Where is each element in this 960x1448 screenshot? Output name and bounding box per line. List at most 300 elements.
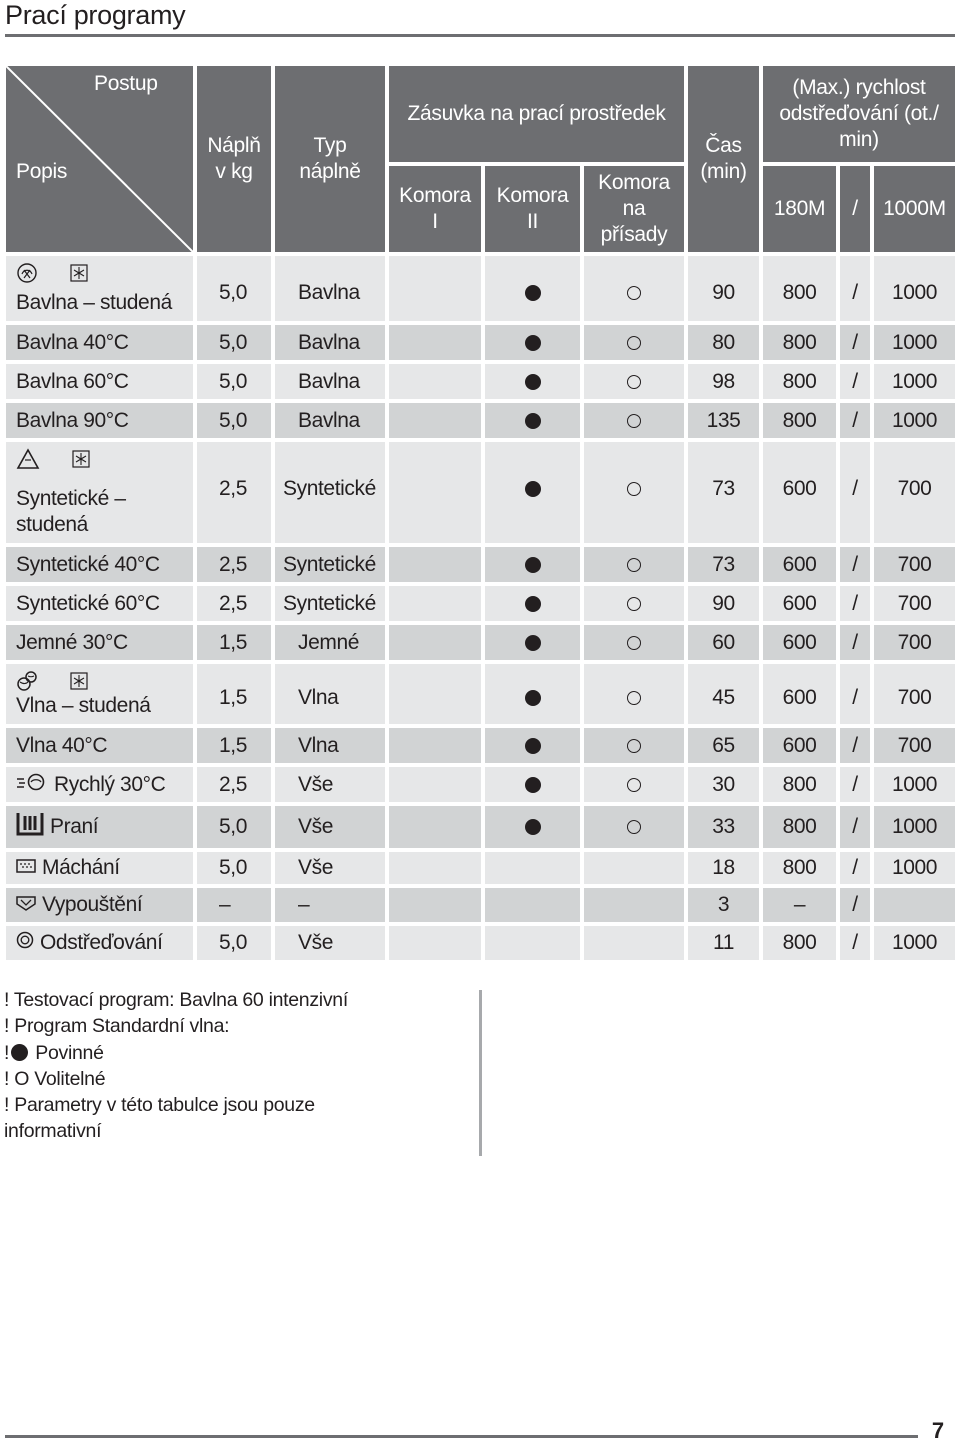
komora-3-cell <box>584 547 684 582</box>
program-name: Bavlna 60°C <box>16 369 129 393</box>
program-name-cell <box>6 664 193 724</box>
program-name: Bavlna 40°C <box>16 330 129 354</box>
speed-180m-cell-value: – <box>793 893 806 916</box>
speed-180m-cell <box>763 926 836 960</box>
speed-180m-cell <box>763 625 836 660</box>
filled-dot-icon <box>525 635 541 651</box>
open-circle-icon <box>627 558 641 572</box>
time-cell <box>688 442 759 543</box>
komora-2-cell <box>485 325 580 360</box>
rinse-icon <box>16 856 36 880</box>
speed-slash-cell <box>840 256 870 321</box>
komora-2-cell <box>485 852 580 884</box>
open-circle-icon <box>627 286 641 300</box>
speed-1000m-cell-value: 1000 <box>891 369 938 393</box>
komora-1-cell <box>389 586 481 621</box>
type-cell <box>275 586 385 621</box>
header-speed <box>763 66 955 162</box>
wash-icon <box>16 811 44 843</box>
header-komora-2-line2: II <box>526 210 539 233</box>
speed-slash-cell <box>840 728 870 763</box>
komora-1-cell <box>389 442 481 543</box>
komora-1-cell <box>389 664 481 724</box>
speed-1000m-cell <box>874 364 955 399</box>
type-cell <box>275 806 385 848</box>
load-cell-value: 5,0 <box>219 280 247 304</box>
program-icons <box>16 448 90 476</box>
komora-3-cell <box>584 325 684 360</box>
time-cell <box>688 547 759 582</box>
speed-180m-cell <box>763 767 836 802</box>
load-cell <box>197 767 271 802</box>
type-cell-value: Syntetické <box>283 591 376 615</box>
type-cell-value: Syntetické <box>283 476 376 500</box>
type-cell <box>275 547 385 582</box>
program-name-cell <box>6 586 193 621</box>
open-circle-icon <box>627 414 641 428</box>
speed-1000m-cell-value: 1000 <box>891 856 938 879</box>
program-name-cell <box>6 767 193 802</box>
open-circle-icon <box>627 820 641 834</box>
speed-180m-cell-value: 800 <box>782 280 817 304</box>
header-komora-1 <box>389 166 481 252</box>
type-cell <box>275 888 385 922</box>
time-cell <box>688 888 759 922</box>
komora-1-cell <box>389 926 481 960</box>
header-komora-1-line2: I <box>432 210 438 233</box>
filled-dot-icon <box>525 819 541 835</box>
komora-2-cell <box>485 926 580 960</box>
time-cell <box>688 806 759 848</box>
komora-3-cell <box>584 806 684 848</box>
program-name-cell <box>6 256 193 321</box>
program-name-cell <box>6 852 193 884</box>
time-cell-value: 18 <box>712 856 735 879</box>
speed-slash-cell-value: / <box>852 686 858 709</box>
note-mandatory-label: Povinné <box>35 1041 104 1064</box>
komora-2-cell <box>485 547 580 582</box>
komora-3-cell <box>584 442 684 543</box>
type-cell-value: Jemné <box>298 630 360 654</box>
speed-180m-cell-value: 800 <box>782 931 817 954</box>
speed-slash-cell <box>840 625 870 660</box>
header-naplne-line1: Náplň <box>207 134 261 157</box>
program-name-line2: studená <box>16 513 88 536</box>
speed-slash-cell <box>840 767 870 802</box>
speed-slash-cell-value: / <box>852 369 858 393</box>
load-cell <box>197 325 271 360</box>
komora-1-cell <box>389 547 481 582</box>
type-cell <box>275 256 385 321</box>
filled-dot-icon <box>525 738 541 754</box>
header-1000m <box>874 166 955 252</box>
time-cell <box>688 364 759 399</box>
program-name: Rychlý 30°C <box>54 772 166 796</box>
load-cell <box>197 625 271 660</box>
header-180m-line1: 180M <box>773 197 826 220</box>
speed-slash-cell <box>840 442 870 543</box>
type-cell-value: Vše <box>298 856 333 879</box>
speed-slash-cell-value: / <box>852 733 858 757</box>
load-cell-value: 5,0 <box>219 931 247 954</box>
speed-1000m-cell <box>874 806 955 848</box>
program-name-cell <box>6 547 193 582</box>
program-name: Vypouštění <box>42 893 143 916</box>
type-cell <box>275 625 385 660</box>
open-circle-icon <box>627 778 641 792</box>
header-popis-label: Popis <box>16 160 68 183</box>
program-name: Odstřeďování <box>40 931 163 954</box>
header-cas <box>688 66 759 252</box>
header-komora-2 <box>485 166 580 252</box>
speed-1000m-cell <box>874 728 955 763</box>
speed-180m-cell <box>763 403 836 438</box>
komora-3-cell <box>584 926 684 960</box>
speed-1000m-cell <box>874 767 955 802</box>
time-cell-value: 65 <box>712 733 735 757</box>
program-name: Syntetické 60°C <box>16 591 160 615</box>
filled-dot-icon <box>525 777 541 793</box>
speed-1000m-cell <box>874 325 955 360</box>
load-cell <box>197 888 271 922</box>
speed-slash-cell <box>840 325 870 360</box>
open-circle-icon <box>627 739 641 753</box>
time-cell <box>688 586 759 621</box>
speed-slash-cell <box>840 664 870 724</box>
speed-slash-cell-value: / <box>852 280 858 304</box>
speed-180m-cell <box>763 364 836 399</box>
time-cell-value: 45 <box>712 686 735 709</box>
speed-slash-cell-value: / <box>852 893 858 916</box>
speed-1000m-cell <box>874 547 955 582</box>
time-cell-value: 90 <box>712 280 735 304</box>
load-cell-value: 2,5 <box>219 591 247 615</box>
filled-dot-icon <box>525 596 541 612</box>
speed-slash-cell <box>840 364 870 399</box>
speed-180m-cell-value: 800 <box>782 408 817 432</box>
time-cell <box>688 664 759 724</box>
type-cell <box>275 728 385 763</box>
time-cell <box>688 767 759 802</box>
program-name-cell <box>6 442 193 543</box>
komora-3-cell <box>584 256 684 321</box>
open-circle-icon <box>627 375 641 389</box>
speed-180m-cell-value: 600 <box>782 686 817 709</box>
program-name: Jemné 30°C <box>16 630 128 654</box>
program-name: Syntetické 40°C <box>16 552 160 576</box>
header-popis-postup <box>6 66 193 252</box>
load-cell <box>197 442 271 543</box>
time-cell-value: 30 <box>712 772 735 796</box>
speed-1000m-cell <box>874 664 955 724</box>
speed-180m-cell-value: 800 <box>782 330 817 354</box>
time-cell <box>688 325 759 360</box>
komora-3-cell <box>584 888 684 922</box>
speed-1000m-cell <box>874 586 955 621</box>
type-cell-value: Vlna <box>298 733 339 757</box>
load-cell-value: 5,0 <box>219 330 247 354</box>
speed-slash-cell-value: / <box>852 476 858 500</box>
komora-3-cell <box>584 364 684 399</box>
type-cell <box>275 767 385 802</box>
type-cell-value: Bavlna <box>298 369 360 393</box>
filled-dot-icon <box>525 557 541 573</box>
speed-180m-cell <box>763 728 836 763</box>
speed-slash-cell <box>840 547 870 582</box>
speed-1000m-cell-value: 700 <box>897 552 932 576</box>
time-cell <box>688 728 759 763</box>
footer-rule <box>5 1435 955 1438</box>
speed-180m-cell-value: 600 <box>782 630 817 654</box>
load-cell <box>197 547 271 582</box>
komora-1-cell <box>389 256 481 321</box>
type-cell-value: Vlna <box>298 686 339 709</box>
notes-divider <box>479 990 482 1156</box>
komora-3-cell <box>584 767 684 802</box>
header-komora-3-line3: přísady <box>600 223 668 246</box>
komora-3-cell <box>584 728 684 763</box>
type-cell-value: Bavlna <box>298 280 360 304</box>
speed-1000m-cell-value: 700 <box>897 686 932 709</box>
title-divider <box>5 34 955 37</box>
open-circle-icon <box>627 636 641 650</box>
program-name-cell <box>6 926 193 960</box>
header-zasuvka <box>389 66 684 162</box>
note-mandatory <box>4 1040 348 1066</box>
note-standard-wool: ! Program Standardní vlna: <box>4 1015 230 1038</box>
komora-2-cell <box>485 442 580 543</box>
komora-1-cell <box>389 625 481 660</box>
note-informative: ! Parametry v této tabulce jsou pouze <box>4 1094 315 1117</box>
komora-1-cell <box>389 728 481 763</box>
filled-dot-icon <box>525 481 541 497</box>
type-cell <box>275 364 385 399</box>
program-icons <box>16 262 88 290</box>
note-optional: ! O Volitelné <box>4 1067 106 1090</box>
header-typ <box>275 66 385 252</box>
load-cell-value: 5,0 <box>219 815 247 838</box>
header-180m <box>763 166 836 252</box>
type-cell-value: Vše <box>298 772 333 796</box>
header-komora-3 <box>584 166 684 252</box>
time-cell <box>688 926 759 960</box>
open-circle-icon <box>627 597 641 611</box>
time-cell-value: 3 <box>717 893 730 916</box>
time-cell-value: 73 <box>712 476 735 500</box>
load-cell-value: 1,5 <box>219 686 247 709</box>
header-komora-3-line1: Komora <box>598 171 670 194</box>
speed-1000m-cell <box>874 625 955 660</box>
load-cell <box>197 728 271 763</box>
speed-slash-cell-value: / <box>852 931 858 954</box>
speed-1000m-cell-value: 700 <box>897 733 932 757</box>
speed-slash-cell-value: / <box>852 772 858 796</box>
type-cell <box>275 442 385 543</box>
komora-3-cell <box>584 403 684 438</box>
program-name: Máchání <box>42 856 120 879</box>
cold-icon <box>72 450 90 474</box>
speed-1000m-cell <box>874 852 955 884</box>
speed-1000m-cell <box>874 926 955 960</box>
speed-180m-cell <box>763 547 836 582</box>
header-slash-line1: / <box>852 197 858 220</box>
speed-180m-cell-value: 800 <box>782 856 817 879</box>
program-name-line1: Syntetické – <box>16 487 126 510</box>
program-name-cell <box>6 625 193 660</box>
type-cell-value: Bavlna <box>298 330 360 354</box>
komora-1-cell <box>389 364 481 399</box>
speed-1000m-cell-value: 1000 <box>891 280 938 304</box>
program-name: Vlna 40°C <box>16 733 108 757</box>
time-cell-value: 90 <box>712 591 735 615</box>
speed-180m-cell <box>763 442 836 543</box>
komora-2-cell <box>485 403 580 438</box>
komora-2-cell <box>485 664 580 724</box>
komora-2-cell <box>485 728 580 763</box>
note-test-program: ! Testovací program: Bavlna 60 intenzivní <box>4 989 348 1011</box>
time-cell-value: 33 <box>712 815 735 838</box>
load-cell-value: 1,5 <box>219 630 247 654</box>
note-informative-cont: informativní <box>4 1120 102 1143</box>
program-name: Vlna – studená <box>16 694 151 717</box>
speed-180m-cell-value: 800 <box>782 815 817 838</box>
header-slash <box>840 166 870 252</box>
header-komora-2-line1: Komora <box>496 184 569 207</box>
header-komora-1-line1: Komora <box>399 184 471 207</box>
page-number: 7 <box>918 1418 958 1448</box>
time-cell-value: 98 <box>712 369 735 393</box>
load-cell-value: 2,5 <box>219 476 247 500</box>
komora-2-cell <box>485 364 580 399</box>
type-cell <box>275 325 385 360</box>
type-cell-value: – <box>298 893 310 916</box>
speed-1000m-cell-value: 700 <box>897 476 932 500</box>
speed-180m-cell-value: 800 <box>782 369 817 393</box>
speed-180m-cell <box>763 325 836 360</box>
time-cell-value: 80 <box>712 330 735 354</box>
komora-2-cell <box>485 806 580 848</box>
komora-1-cell <box>389 767 481 802</box>
cold-icon <box>70 264 88 288</box>
speed-1000m-cell-value: 1000 <box>891 931 938 954</box>
time-cell-value: 73 <box>712 552 735 576</box>
program-name: Praní <box>50 815 99 838</box>
header-naplne-line2: v kg <box>215 160 253 183</box>
load-cell <box>197 364 271 399</box>
speed-slash-cell <box>840 926 870 960</box>
komora-1-cell <box>389 325 481 360</box>
program-name-cell <box>6 728 193 763</box>
komora-3-cell <box>584 586 684 621</box>
speed-1000m-cell <box>874 442 955 543</box>
speed-1000m-cell-value: 1000 <box>891 330 938 354</box>
time-cell <box>688 403 759 438</box>
load-cell-value: 5,0 <box>219 856 247 879</box>
speed-180m-cell-value: 600 <box>782 476 817 500</box>
header-cas-line2: (min) <box>700 160 747 183</box>
speed-180m-cell <box>763 256 836 321</box>
header-postup-label: Postup <box>94 72 158 95</box>
time-cell-value: 60 <box>712 630 735 654</box>
speed-180m-cell-value: 600 <box>782 591 817 615</box>
komora-3-cell <box>584 625 684 660</box>
speed-slash-cell <box>840 888 870 922</box>
header-typ-line1: Typ <box>313 134 347 157</box>
program-name: Bavlna 90°C <box>16 408 129 432</box>
speed-1000m-cell <box>874 403 955 438</box>
header-komora-3-line2: na <box>622 197 646 220</box>
type-cell <box>275 852 385 884</box>
speed-180m-cell <box>763 888 836 922</box>
speed-1000m-cell-value: 700 <box>897 630 932 654</box>
time-cell-value: 135 <box>706 408 741 432</box>
header-speed-line1: (Max.) rychlost <box>792 76 926 99</box>
load-cell-value: 2,5 <box>219 772 247 796</box>
speed-180m-cell-value: 800 <box>782 772 817 796</box>
time-cell-value: 11 <box>713 931 734 954</box>
filled-dot-icon <box>525 335 541 351</box>
load-cell-value: 5,0 <box>219 408 247 432</box>
speed-180m-cell <box>763 586 836 621</box>
type-cell-value: Syntetické <box>283 552 376 576</box>
drain-icon <box>16 893 36 917</box>
header-speed-line3: min) <box>839 128 879 151</box>
speed-1000m-cell <box>874 888 955 922</box>
load-cell-value: 1,5 <box>219 733 247 757</box>
filled-dot-icon <box>525 285 541 301</box>
komora-1-cell <box>389 403 481 438</box>
type-cell <box>275 664 385 724</box>
speed-180m-cell <box>763 852 836 884</box>
load-cell <box>197 926 271 960</box>
time-cell <box>688 625 759 660</box>
type-cell <box>275 403 385 438</box>
speed-slash-cell-value: / <box>852 552 858 576</box>
speed-slash-cell-value: / <box>852 591 858 615</box>
time-cell <box>688 852 759 884</box>
speed-slash-cell <box>840 403 870 438</box>
speed-slash-cell-value: / <box>852 630 858 654</box>
program-name-cell <box>6 364 193 399</box>
komora-2-cell <box>485 767 580 802</box>
komora-2-cell <box>485 625 580 660</box>
load-cell-value: 2,5 <box>219 552 247 576</box>
komora-1-cell <box>389 888 481 922</box>
type-cell-value: Vše <box>298 815 333 838</box>
load-cell-value: 5,0 <box>219 369 247 393</box>
speed-slash-cell-value: / <box>852 408 858 432</box>
load-cell <box>197 403 271 438</box>
header-naplne <box>197 66 271 252</box>
synthetic-icon <box>16 448 40 476</box>
speed-slash-cell-value: / <box>852 330 858 354</box>
speed-180m-cell <box>763 664 836 724</box>
speed-1000m-cell-value: 1000 <box>891 408 938 432</box>
filled-dot-icon <box>525 690 541 706</box>
note-mandatory-prefix: ! <box>4 1041 10 1064</box>
filled-dot-icon <box>525 413 541 429</box>
komora-2-cell <box>485 586 580 621</box>
load-cell <box>197 256 271 321</box>
footnotes <box>4 987 348 1145</box>
komora-2-cell <box>485 888 580 922</box>
program-name-cell <box>6 806 193 848</box>
komora-1-cell <box>389 852 481 884</box>
open-circle-icon <box>627 482 641 496</box>
speed-180m-cell-value: 600 <box>782 733 817 757</box>
time-cell <box>688 256 759 321</box>
program-name-cell <box>6 888 193 922</box>
